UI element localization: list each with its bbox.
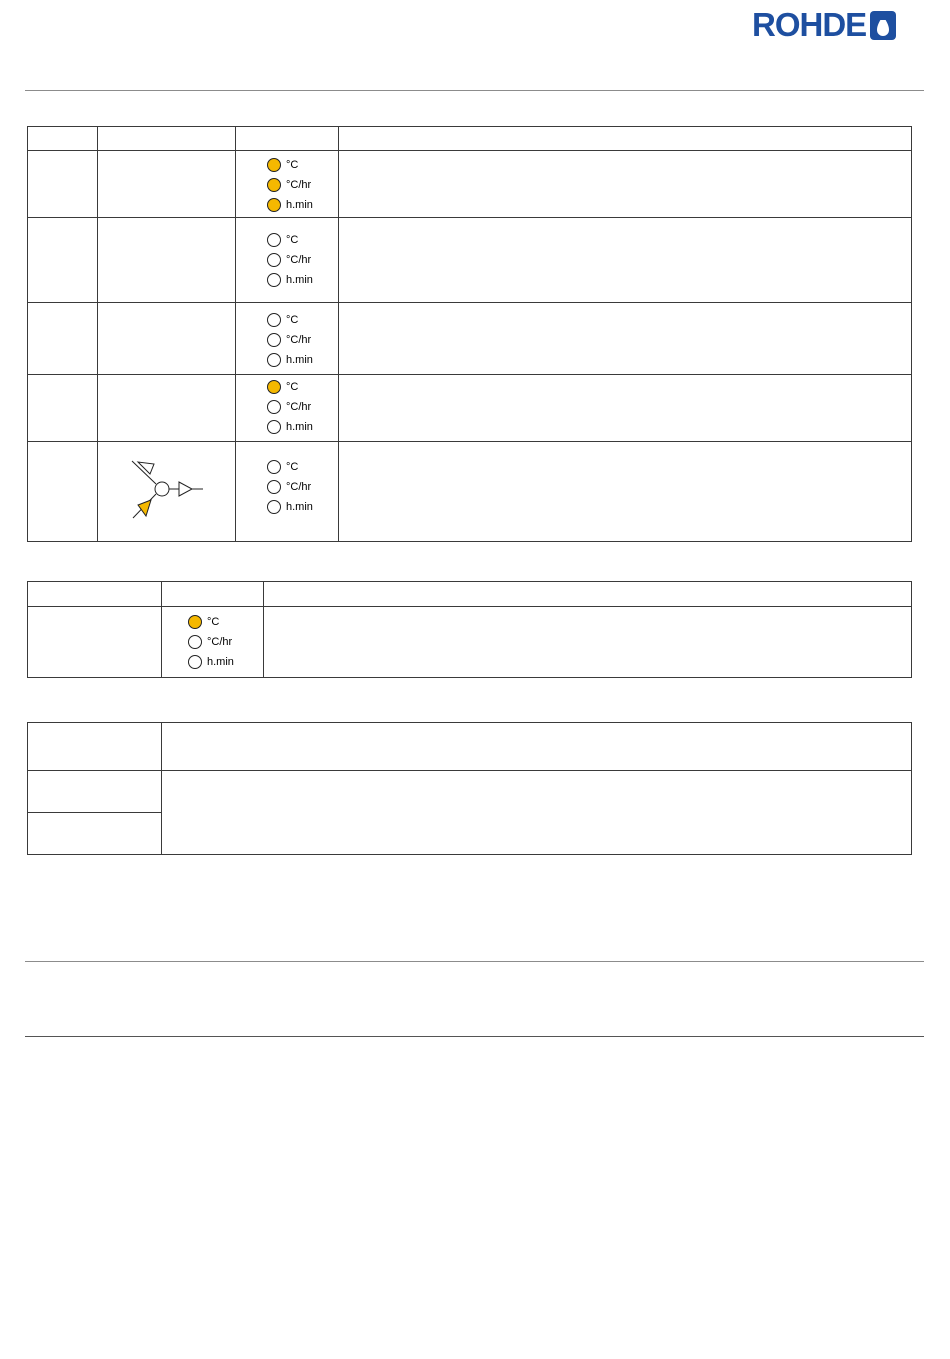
footer-divider-bottom bbox=[25, 1036, 924, 1037]
led-lit-icon bbox=[188, 615, 202, 629]
diagram-cell bbox=[98, 442, 236, 542]
led-off-icon bbox=[267, 460, 281, 474]
led-label: °C/hr bbox=[286, 254, 312, 266]
led-indicator bbox=[267, 350, 338, 370]
led-label: °C bbox=[286, 234, 299, 246]
led-off-icon bbox=[267, 353, 281, 367]
led-indicator bbox=[267, 230, 338, 250]
led-indicator bbox=[188, 632, 263, 652]
led-off-icon bbox=[267, 400, 281, 414]
led-off-icon bbox=[267, 253, 281, 267]
led-indicator bbox=[267, 497, 338, 517]
led-label: h.min bbox=[286, 354, 313, 366]
table-row bbox=[28, 303, 912, 375]
table-row bbox=[28, 151, 912, 218]
led-lit-icon bbox=[267, 158, 281, 172]
led-panel bbox=[236, 218, 339, 303]
table-row bbox=[28, 218, 912, 303]
brand-name: ROHDE bbox=[752, 6, 867, 43]
led-indicator bbox=[267, 175, 338, 195]
table-row bbox=[28, 771, 912, 813]
table-header-row bbox=[28, 582, 912, 607]
led-label: °C bbox=[286, 159, 299, 171]
led-panel bbox=[162, 607, 264, 678]
led-label: °C/hr bbox=[207, 636, 233, 648]
led-label: °C bbox=[286, 461, 299, 473]
segment-ramp-diagram-icon bbox=[98, 442, 236, 536]
led-indicator bbox=[267, 417, 338, 437]
led-indicator bbox=[267, 270, 338, 290]
led-off-icon bbox=[267, 333, 281, 347]
table-row bbox=[28, 375, 912, 442]
led-panel bbox=[236, 151, 339, 218]
led-label: °C/hr bbox=[286, 481, 312, 493]
led-label: h.min bbox=[286, 199, 313, 211]
led-panel bbox=[236, 375, 339, 442]
led-label: °C/hr bbox=[286, 179, 312, 191]
info-table bbox=[27, 722, 912, 855]
led-label: h.min bbox=[286, 274, 313, 286]
led-label: h.min bbox=[207, 656, 234, 668]
led-panel bbox=[236, 442, 339, 542]
led-indicator bbox=[267, 457, 338, 477]
led-off-icon bbox=[267, 273, 281, 287]
led-indicator bbox=[267, 155, 338, 175]
header-divider bbox=[25, 90, 924, 91]
led-indicator bbox=[267, 330, 338, 350]
led-lit-icon bbox=[267, 380, 281, 394]
led-off-icon bbox=[188, 635, 202, 649]
led-label: °C bbox=[207, 616, 220, 628]
status-table bbox=[27, 581, 912, 678]
led-label: h.min bbox=[286, 421, 313, 433]
table-row bbox=[28, 723, 912, 771]
led-indicator bbox=[188, 652, 263, 672]
led-off-icon bbox=[267, 420, 281, 434]
brand-logo bbox=[752, 8, 897, 42]
led-off-icon bbox=[188, 655, 202, 669]
rohde-drop-icon bbox=[869, 8, 897, 42]
led-off-icon bbox=[267, 480, 281, 494]
led-label: °C bbox=[286, 381, 299, 393]
table-row bbox=[28, 442, 912, 542]
table-header-row bbox=[28, 127, 912, 151]
led-indicator bbox=[267, 377, 338, 397]
led-lit-icon bbox=[267, 198, 281, 212]
led-indicator bbox=[267, 195, 338, 215]
led-indicator bbox=[188, 612, 263, 632]
led-off-icon bbox=[267, 500, 281, 514]
led-indicator bbox=[267, 477, 338, 497]
table-row bbox=[28, 607, 912, 678]
led-lit-icon bbox=[267, 178, 281, 192]
led-indicator bbox=[267, 310, 338, 330]
led-indicator bbox=[267, 250, 338, 270]
led-indicator bbox=[267, 397, 338, 417]
led-label: h.min bbox=[286, 501, 313, 513]
led-label: °C bbox=[286, 314, 299, 326]
led-label: °C/hr bbox=[286, 401, 312, 413]
segment-table bbox=[27, 126, 912, 542]
footer-divider-top bbox=[25, 961, 924, 962]
led-panel bbox=[236, 303, 339, 375]
led-off-icon bbox=[267, 313, 281, 327]
led-label: °C/hr bbox=[286, 334, 312, 346]
led-off-icon bbox=[267, 233, 281, 247]
